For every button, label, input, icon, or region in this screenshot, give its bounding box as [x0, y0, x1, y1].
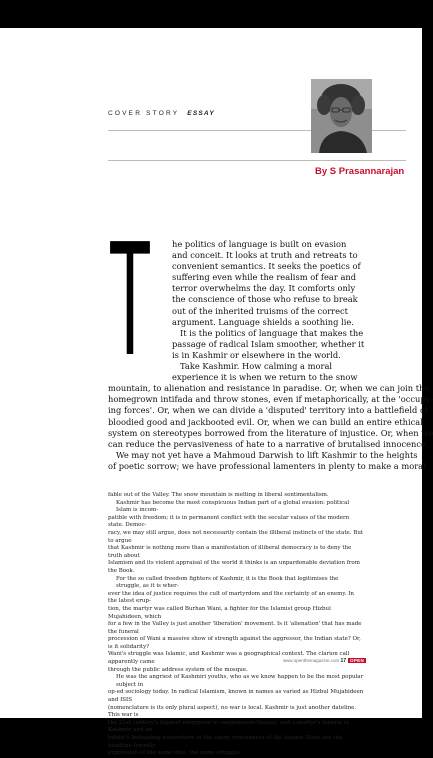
text-line: ing forces'. Or, when we can divide a 'disputed' territory into a battlefield of — [108, 405, 429, 416]
drop-cap-letter: T — [108, 206, 152, 389]
text-line: is in Kashmir or elsewhere in the world. — [172, 349, 341, 360]
text-line: homegrown intifada and throw stones, even if metaphorically, at the 'occupy- — [108, 394, 433, 405]
text-line: racy, we may still argue, does not necessarily contain the illiberal instincts of the state. But to argue — [108, 529, 364, 544]
author-photo — [311, 79, 372, 153]
text-line: procession of Wani a massive show of strength against the aggressor, the Indian state? Or, is it solidarity? — [108, 636, 361, 650]
magazine-page — [0, 28, 433, 757]
text-line: Kashmir has become the most conspicuous Indian part of a global evasion: political Islam is incom- — [116, 499, 350, 514]
text-line: the 21st century's biggest enterprise in sanguineous fantasy, and a martyr's funeral in Kashmir and an — [108, 719, 350, 734]
section-name: COVER STORY — [108, 110, 180, 117]
page-number: 17 — [340, 658, 347, 664]
text-line: he politics of language is built on evasion — [172, 239, 347, 249]
byline-rule — [108, 160, 406, 161]
text-line: of poetic sorrow; we have professional lamenters in plenty to make a moral — [108, 460, 426, 471]
text-line: suffering even while the realism of fear and — [172, 272, 357, 283]
text-line: Take Kashmir. How calming a moral — [180, 361, 333, 372]
text-line: tion, the martyr was called Burhan Wani, a fighter for the Islamist group Hizbul Mujahideen, which — [108, 605, 331, 620]
text-line: and conceit. It looks at truth and retreats to — [172, 250, 358, 261]
text-line: Islamism and its violent appraisal of the world it thinks is an unpardonable deviation from the Book. — [108, 560, 360, 574]
article-body-small — [108, 492, 364, 758]
text-line: the conscience of those who refuse to break — [172, 294, 358, 305]
text-line: experience it is when we return to the snow — [172, 372, 358, 383]
text-line: op-ed sociology today. In radical Islamism, known in names as varied as Hizbul Mujahideen and ISIS — [108, 689, 364, 704]
text-line: fable out of the Valley. The snow mountain is melting in liberal sentimentalism. — [108, 492, 329, 498]
text-line: bloodied good and jackbooted evil. Or, when we can build an entire ethical — [108, 416, 423, 427]
text-line: passage of radical Islam smoother, whether it — [172, 338, 365, 349]
text-line: Wani's struggle was Islamic, and Kashmir was a geographical context. The clarion call apparently came — [108, 651, 350, 666]
text-line: argument. Language shields a soothing lie. — [172, 316, 354, 327]
page-footer — [283, 658, 366, 664]
text-line: mountain, to alienation and resistance in paradise. Or, when we can join the — [108, 383, 430, 394]
article-body — [108, 239, 433, 472]
text-line: infidel's beheading somewhere in the sandy remoteness of the Islamic State are the headline friendly — [108, 735, 343, 749]
text-line: (nomenclature is its only plural aspect), no war is local. Kashmir is just another dateline. This war is — [108, 704, 357, 719]
section-label — [108, 110, 215, 117]
text-line: system on stereotypes borrowed from the literature of injustice. Or, when we — [108, 427, 433, 438]
text-line: can reduce the pervasiveness of hate to a narrative of brutalised innocence. — [108, 438, 429, 449]
text-line: out of the inherited truisms of the correct — [172, 305, 349, 316]
text-line: He was the angriest of Kashmiri youths, who as we know happen to be the most popular subject in — [116, 674, 364, 688]
text-line: through the public address system of the mosque. — [108, 666, 248, 673]
byline: By S Prasannarajan — [315, 166, 405, 177]
text-line: that Kashmir is nothing more than a manifestation of illiberal democracy is to deny the truth about — [108, 545, 352, 559]
text-line: expression of the same idea, the same struggle. — [108, 750, 242, 757]
text-line: It is the politics of language that makes the — [180, 327, 364, 338]
footer-url: www.openthemagazine.com — [282, 658, 340, 663]
subsection-name: ESSAY — [187, 110, 215, 117]
text-line: We may not yet have a Mahmoud Darwish to lift Kashmir to the heights — [116, 449, 418, 460]
open-logo: OPEN — [350, 658, 364, 663]
text-line: convenient semantics. It seeks the poetics of — [172, 261, 361, 272]
text-line: for a few in the Valley is just another 'liberation' movement. Is it 'alienation' that has made the funeral — [108, 621, 362, 635]
text-line: ever the idea of justice requires the cult of martyrdom and the certainty of an enemy. In the latest erup- — [108, 590, 354, 605]
text-line: For the so called freedom fighters of Kashmir, it is the Book that legitimises the struggle, as it is wher- — [116, 575, 339, 590]
text-line: terror overwhelms the day. It comforts only — [172, 283, 356, 294]
text-line: patible with freedom; it is in permanent conflict with the secular values of the modern state. Democ- — [108, 514, 350, 529]
